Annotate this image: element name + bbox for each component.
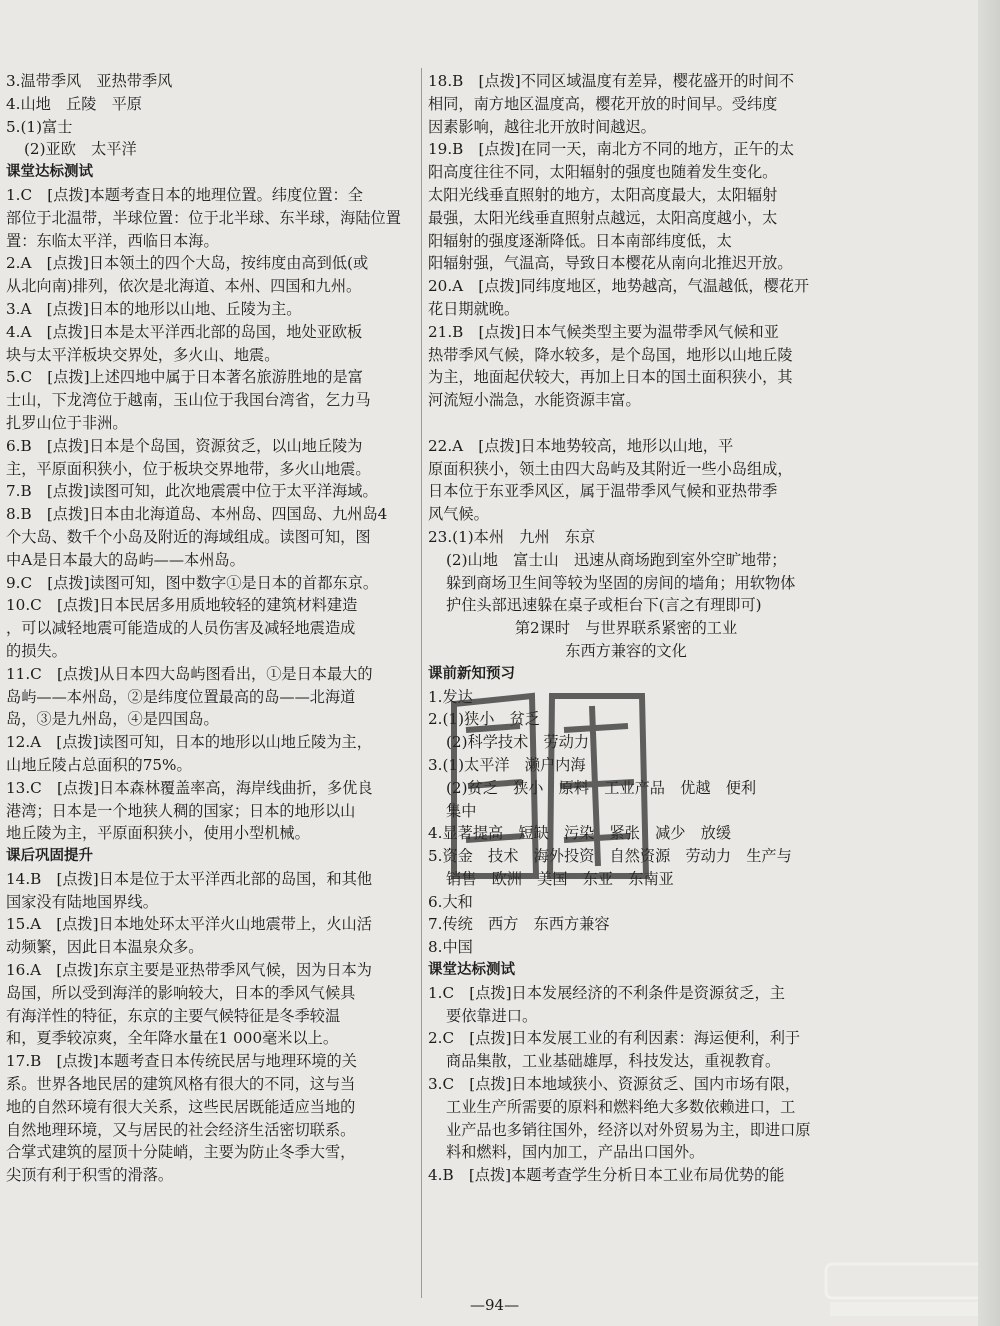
text-line: 日本位于东亚季风区，属于温带季风气候和亚热带季 — [428, 482, 778, 501]
text-line: 15.A [点拨]日本地处环太平洋火山地震带上，火山活 — [6, 915, 372, 934]
text-line: 17.B [点拨]本题考查日本传统民居与地理环境的关 — [6, 1052, 357, 1071]
lesson-subtitle: 东西方兼容的文化 — [565, 641, 687, 660]
text-line: 9.C [点拨]读图可知，图中数字①是日本的首都东京。 — [6, 573, 379, 592]
text-line: 太阳光线垂直照射的地方，太阳高度最大，太阳辐射 — [428, 185, 778, 204]
text-line: (2)亚欧 太平洋 — [24, 140, 137, 159]
text-line: 置：东临太平洋，西临日本海。 — [6, 231, 219, 250]
text-line: 和，夏季较凉爽，全年降水量在1 000毫米以上。 — [6, 1029, 339, 1048]
text-line: 中A是日本最大的岛屿——本州岛。 — [6, 550, 245, 569]
text-line: 为主，地面起伏较大，再加上日本的国土面积狭小，其 — [428, 368, 793, 387]
text-line: 6.大和 — [428, 892, 473, 911]
text-line: 岛屿——本州岛，②是纬度位置最高的岛——北海道 — [6, 687, 356, 706]
text-line: 系。世界各地民居的建筑风格有很大的不同，这与当 — [6, 1075, 356, 1094]
text-line: 的损失。 — [6, 641, 67, 660]
text-line: 3.A [点拨]日本的地形以山地、丘陵为主。 — [6, 299, 302, 318]
text-line: 风气候。 — [428, 505, 489, 524]
text-line: 14.B [点拨]日本是位于太平洋西北部的岛国，和其他 — [6, 869, 373, 888]
text-line: 阳高度往往不同，太阳辐射的强度也随着发生变化。 — [428, 163, 778, 182]
text-line: 原面积狭小，领土由四大岛屿及其附近一些小岛组成， — [428, 459, 793, 478]
text-line: 11.C [点拨]从日本四大岛屿图看出，①是日本最大的 — [6, 664, 373, 683]
text-line: (2)山地 富士山 迅速从商场跑到室外空旷地带； — [446, 550, 787, 569]
text-line: 工业生产所需要的原料和燃料绝大多数依赖进口，工 — [446, 1097, 796, 1116]
column-divider — [421, 68, 422, 1298]
section-heading: 课后巩固提升 — [6, 848, 93, 865]
text-line: 港湾；日本是一个地狭人稠的国家；日本的地形以山 — [6, 801, 356, 820]
text-line: 国家没有陆地国界线。 — [6, 892, 158, 911]
text-line: 21.B [点拨]日本气候类型主要为温带季风气候和亚 — [428, 322, 779, 341]
page-number: —94— — [470, 1296, 520, 1314]
text-line: 部位于北温带，半球位置：位于北半球、东半球，海陆位置 — [6, 208, 401, 227]
text-line: 山地丘陵占总面积的75%。 — [6, 755, 192, 774]
section-heading: 课前新知预习 — [428, 665, 515, 682]
text-line: 2.C [点拨]日本发展工业的有利因素：海运便利，利于 — [428, 1029, 801, 1048]
text-line: (2)科学技术 劳动力 — [446, 733, 590, 752]
text-line: 集中 — [446, 801, 477, 820]
site-watermark-logo — [824, 1262, 990, 1320]
text-line: 1.发达 — [428, 687, 473, 706]
text-line: 2.(1)狭小 贫乏 — [428, 710, 540, 729]
left-column — [6, 70, 416, 1187]
lesson-title: 第2课时 与世界联系紧密的工业 — [514, 619, 738, 638]
text-line: 7.传统 西方 东西方兼容 — [428, 915, 610, 934]
text-line: 5.资金 技术 海外投资 自然资源 劳动力 生产与 — [428, 847, 792, 866]
text-line: 因素影响，越往北开放时间越迟。 — [428, 117, 656, 136]
text-line: 地丘陵为主，平原面积狭小，使用小型机械。 — [6, 824, 310, 843]
text-line: 5.(1)富士 — [6, 117, 73, 136]
text-line: 动频繁，因此日本温泉众多。 — [6, 938, 204, 957]
text-line: 2.A [点拨]日本领土的四个大岛，按纬度由高到低(或 — [6, 254, 369, 273]
text-line: 7.B [点拨]读图可知，此次地震震中位于太平洋海域。 — [6, 482, 378, 501]
text-line: 士山，下龙湾位于越南，玉山位于我国台湾省，乞力马 — [6, 391, 371, 410]
text-line: 业产品也多销往国外，经济以对外贸易为主，即进口原 — [446, 1120, 811, 1139]
text-line: 阳辐射的强度逐渐降低。日本南部纬度低，太 — [428, 231, 732, 250]
text-line: 从北向南)排列，依次是北海道、本州、四国和九州。 — [6, 277, 362, 296]
text-line: ，可以减轻地震可能造成的人员伤害及减轻地震造成 — [6, 619, 356, 638]
text-line: 自然地理环境，又与居民的社会经济生活密切联系。 — [6, 1120, 356, 1139]
text-line: 岛国，所以受到海洋的影响较大，日本的季风气候具 — [6, 983, 356, 1002]
text-line: 个大岛、数千个小岛及附近的海域组成。读图可知，图 — [6, 527, 371, 546]
text-line: 8.B [点拨]日本由北海道岛、本州岛、四国岛、九州岛4 — [6, 505, 388, 524]
text-line: 19.B [点拨]在同一天，南北方不同的地方，正午的太 — [428, 140, 795, 159]
text-line: 13.C [点拨]日本森林覆盖率高，海岸线曲折，多优良 — [6, 778, 373, 797]
text-line: 地的自然环境有很大关系，这些民居既能适应当地的 — [6, 1097, 356, 1116]
text-line: 河流短小湍急，水能资源丰富。 — [428, 391, 641, 410]
text-line: 相同，南方地区温度高，樱花开放的时间早。受纬度 — [428, 94, 778, 113]
text-line: 商品集散，工业基础雄厚，科技发达，重视教育。 — [446, 1052, 781, 1071]
text-line: 合掌式建筑的屋顶十分陡峭，主要为防止冬季大雪， — [6, 1143, 356, 1162]
text-line: 4.A [点拨]日本是太平洋西北部的岛国，地处亚欧板 — [6, 322, 363, 341]
text-line: 20.A [点拨]同纬度地区，地势越高，气温越低，樱花开 — [428, 277, 810, 296]
watermark-stamp — [432, 686, 664, 886]
section-heading: 课堂达标测试 — [6, 164, 93, 181]
text-line: 有海洋性的特征，东京的主要气候特征是冬季较温 — [6, 1006, 341, 1025]
text-line: 主，平原面积狭小，位于板块交界地带，多火山地震。 — [6, 459, 371, 478]
text-line: 8.中国 — [428, 938, 473, 957]
page-edge — [978, 0, 1000, 1326]
text-line: 10.C [点拨]日本民居多用质地较轻的建筑材料建造 — [6, 596, 358, 615]
text-line: 1.C [点拨]日本发展经济的不利条件是资源贫乏，主 — [428, 983, 785, 1002]
text-line: 6.B [点拨]日本是个岛国，资源贫乏，以山地丘陵为 — [6, 436, 363, 455]
text-line: 热带季风气候，降水较多，是个岛国，地形以山地丘陵 — [428, 345, 793, 364]
text-line: 尖顶有利于积雪的滑落。 — [6, 1166, 174, 1185]
text-line: 躲到商场卫生间等较为坚固的房间的墙角；用软物体 — [446, 573, 796, 592]
text-line: 3.(1)太平洋 濑户内海 — [428, 755, 586, 774]
blank-line — [428, 412, 824, 435]
text-line: 扎罗山位于非洲。 — [6, 413, 128, 432]
text-line: 销售 欧洲 美国 东亚 东南亚 — [446, 869, 674, 888]
text-line: 花日期就晚。 — [428, 299, 520, 318]
text-line: 阳辐射强，气温高，导致日本樱花从南向北推迟开放。 — [428, 254, 793, 273]
text-line: 5.C [点拨]上述四地中属于日本著名旅游胜地的是富 — [6, 368, 363, 387]
text-line: 3.温带季风 亚热带季风 — [6, 72, 173, 90]
text-line: 12.A [点拨]读图可知，日本的地形以山地丘陵为主， — [6, 733, 372, 752]
text-line: 岛，③是九州岛，④是四国岛。 — [6, 710, 219, 729]
text-line: 18.B [点拨]不同区域温度有差异，樱花盛开的时间不 — [428, 72, 795, 90]
text-line: (2)贫乏 狭小 原料 工业产品 优越 便利 — [446, 778, 757, 797]
text-line: 3.C [点拨]日本地域狭小、资源贫乏、国内市场有限， — [428, 1075, 801, 1094]
right-column — [428, 70, 824, 1187]
text-line: 护住头部迅速躲在桌子或柜台下(言之有理即可) — [446, 596, 762, 615]
text-line: 最强，太阳光线垂直照射点越远，太阳高度越小，太 — [428, 208, 778, 227]
text-line: 4.B [点拨]本题考查学生分析日本工业布局优势的能 — [428, 1166, 785, 1185]
text-line: 22.A [点拨]日本地势较高，地形以山地，平 — [428, 436, 734, 455]
text-line: 23.(1)本州 九州 东京 — [428, 527, 596, 546]
text-line: 要依靠进口。 — [446, 1006, 538, 1025]
text-line: 4.山地 丘陵 平原 — [6, 94, 142, 113]
text-line: 4.显著提高 短缺 污染 紧张 减少 放缓 — [428, 824, 732, 843]
text-line: 料和燃料，国内加工，产品出口国外。 — [446, 1143, 705, 1162]
text-line: 1.C [点拨]本题考查日本的地理位置。纬度位置：全 — [6, 185, 363, 204]
section-heading: 课堂达标测试 — [428, 962, 515, 979]
text-line: 块与太平洋板块交界处，多火山、地震。 — [6, 345, 280, 364]
text-line: 16.A [点拨]东京主要是亚热带季风气候，因为日本为 — [6, 961, 372, 980]
